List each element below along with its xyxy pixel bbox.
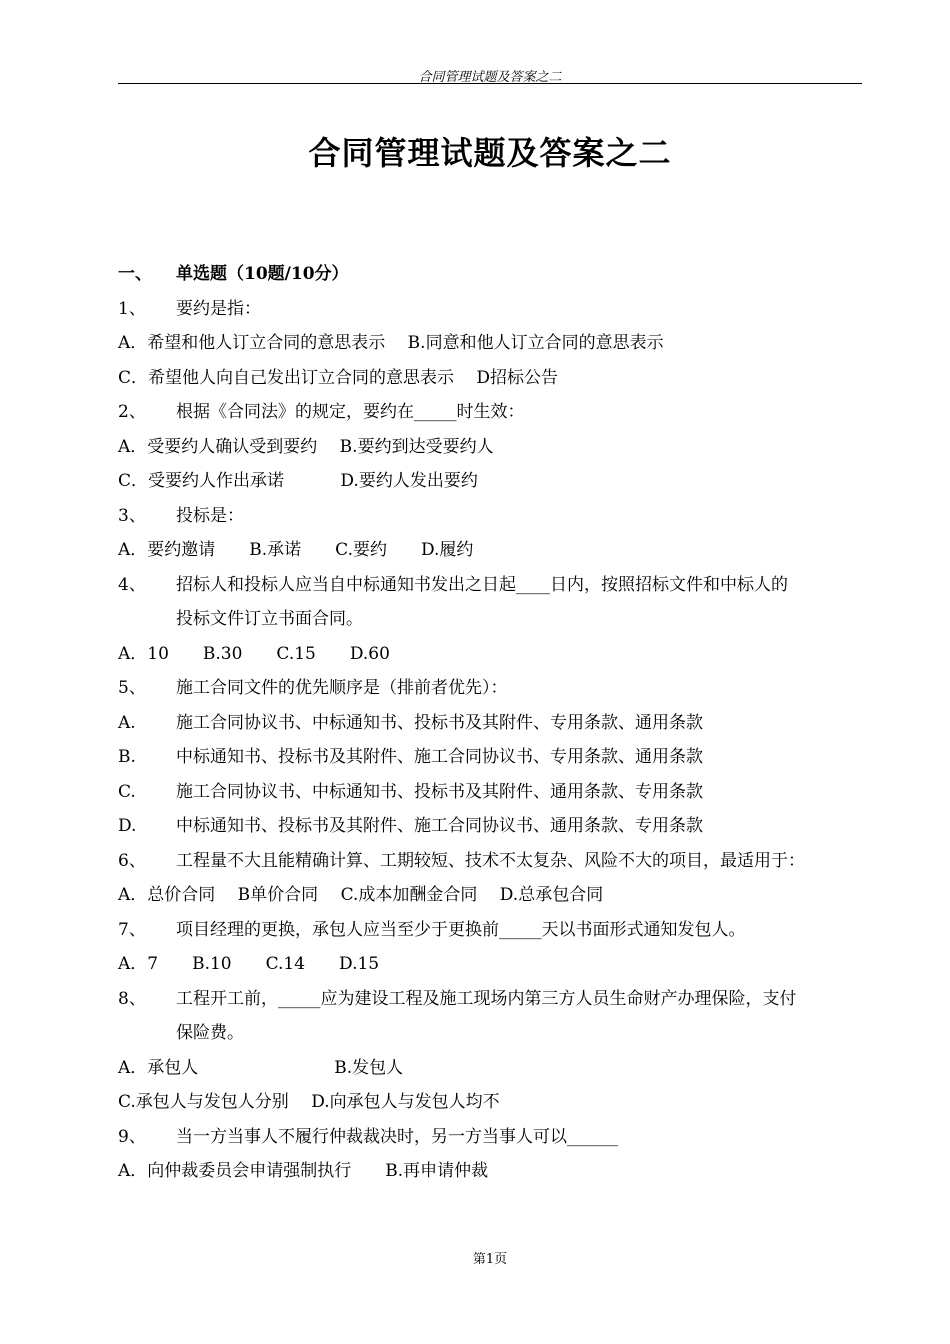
question-list — [118, 292, 868, 1189]
line-text: 施工合同协议书、中标通知书、投标书及其附件、专用条款、通用条款 — [176, 712, 703, 733]
line-text: 当一方当事人不履行仲裁裁决时，另一方当事人可以______ — [176, 1126, 618, 1147]
question-line — [118, 292, 868, 327]
item-number: 7、 — [118, 919, 146, 940]
section-heading — [118, 257, 868, 292]
line-text: 中标通知书、投标书及其附件、施工合同协议书、专用条款、通用条款 — [176, 747, 703, 767]
question-continuation — [118, 602, 868, 637]
option-line — [118, 1154, 868, 1189]
document-body — [118, 257, 868, 1189]
line-text: 要约是指： — [176, 298, 261, 319]
line-text: 工程量不大且能精确计算、工期较短、技术不太复杂、风险不大的项目，最适用于： — [176, 850, 805, 871]
line-text: A．受要约人确认受到要约 B.要约到达受要约人 — [118, 436, 494, 457]
item-number: 1、 — [118, 298, 146, 319]
option-line — [118, 878, 868, 913]
line-text: A．7 B.10 C.14 D.15 — [118, 954, 380, 974]
item-number: B. — [118, 747, 136, 767]
question-line — [118, 982, 868, 1017]
item-number: C. — [118, 781, 136, 802]
option-line — [118, 947, 868, 982]
question-line — [118, 499, 868, 534]
running-header: 合同管理试题及答案之二 — [418, 70, 562, 85]
question-line — [118, 706, 868, 741]
line-text: 根据《合同法》的规定，要约在_____时生效： — [176, 402, 525, 422]
item-number: D. — [118, 816, 137, 836]
line-text: 施工合同协议书、中标通知书、投标书及其附件、通用条款、专用条款 — [176, 781, 703, 802]
question-line — [118, 395, 868, 430]
line-text: A．10 B.30 C.15 D.60 — [118, 643, 390, 664]
line-text: A．总价合同 B单价合同 C.成本加酬金合同 D.总承包合同 — [118, 885, 604, 905]
item-number: 5、 — [118, 678, 146, 698]
question-line — [118, 775, 868, 810]
header-rule — [118, 83, 862, 84]
line-text: 投标文件订立书面合同。 — [176, 609, 363, 629]
line-text: A．要约邀请 B.承诺 C.要约 D.履约 — [118, 540, 474, 560]
line-text: C．希望他人向自己发出订立合同的意思表示 D招标公告 — [118, 367, 559, 388]
question-line — [118, 671, 868, 706]
item-number: A. — [118, 712, 136, 733]
option-line — [118, 361, 868, 396]
line-text: A．承包人 B.发包人 — [118, 1057, 404, 1078]
item-number: 9、 — [118, 1126, 146, 1147]
page-footer: 第1页 — [472, 1252, 508, 1267]
option-line — [118, 1085, 868, 1120]
line-text: 投标是： — [176, 505, 244, 526]
line-text: A．向仲裁委员会申请强制执行 B.再申请仲裁 — [118, 1161, 489, 1181]
item-number: 4、 — [118, 574, 146, 595]
question-line — [118, 809, 868, 844]
document-title: 合同管理试题及答案之二 — [308, 134, 672, 172]
question-line — [118, 1120, 868, 1155]
section-title: 单选题（10题/10分） — [176, 264, 349, 284]
option-line — [118, 1051, 868, 1086]
section-number: 一、 — [118, 264, 152, 284]
option-line — [118, 637, 868, 672]
option-line — [118, 326, 868, 361]
item-number: 8、 — [118, 988, 146, 1009]
question-continuation — [118, 1016, 868, 1051]
option-line — [118, 464, 868, 499]
option-line — [118, 430, 868, 465]
item-number: 3、 — [118, 505, 146, 526]
line-text: C.承包人与发包人分别 D.向承包人与发包人均不 — [118, 1092, 500, 1112]
line-text: 项目经理的更换，承包人应当至少于更换前_____天以书面形式通知发包人。 — [176, 919, 746, 940]
line-text: A．希望和他人订立合同的意思表示 B.同意和他人订立合同的意思表示 — [118, 333, 664, 353]
item-number: 6、 — [118, 850, 146, 871]
line-text: 工程开工前，_____应为建设工程及施工现场内第三方人员生命财产办理保险，支付 — [176, 988, 797, 1009]
line-text: 中标通知书、投标书及其附件、施工合同协议书、通用条款、专用条款 — [176, 816, 703, 836]
question-line — [118, 913, 868, 948]
item-number: 2、 — [118, 402, 146, 422]
question-line — [118, 844, 868, 879]
question-line — [118, 740, 868, 775]
line-text: C．受要约人作出承诺 D.要约人发出要约 — [118, 471, 478, 491]
question-line — [118, 568, 868, 603]
option-line — [118, 533, 868, 568]
line-text: 施工合同文件的优先顺序是（排前者优先）： — [176, 678, 508, 698]
line-text: 保险费。 — [176, 1023, 244, 1043]
line-text: 招标人和投标人应当自中标通知书发出之日起____日内，按照招标文件和中标人的 — [176, 574, 788, 595]
